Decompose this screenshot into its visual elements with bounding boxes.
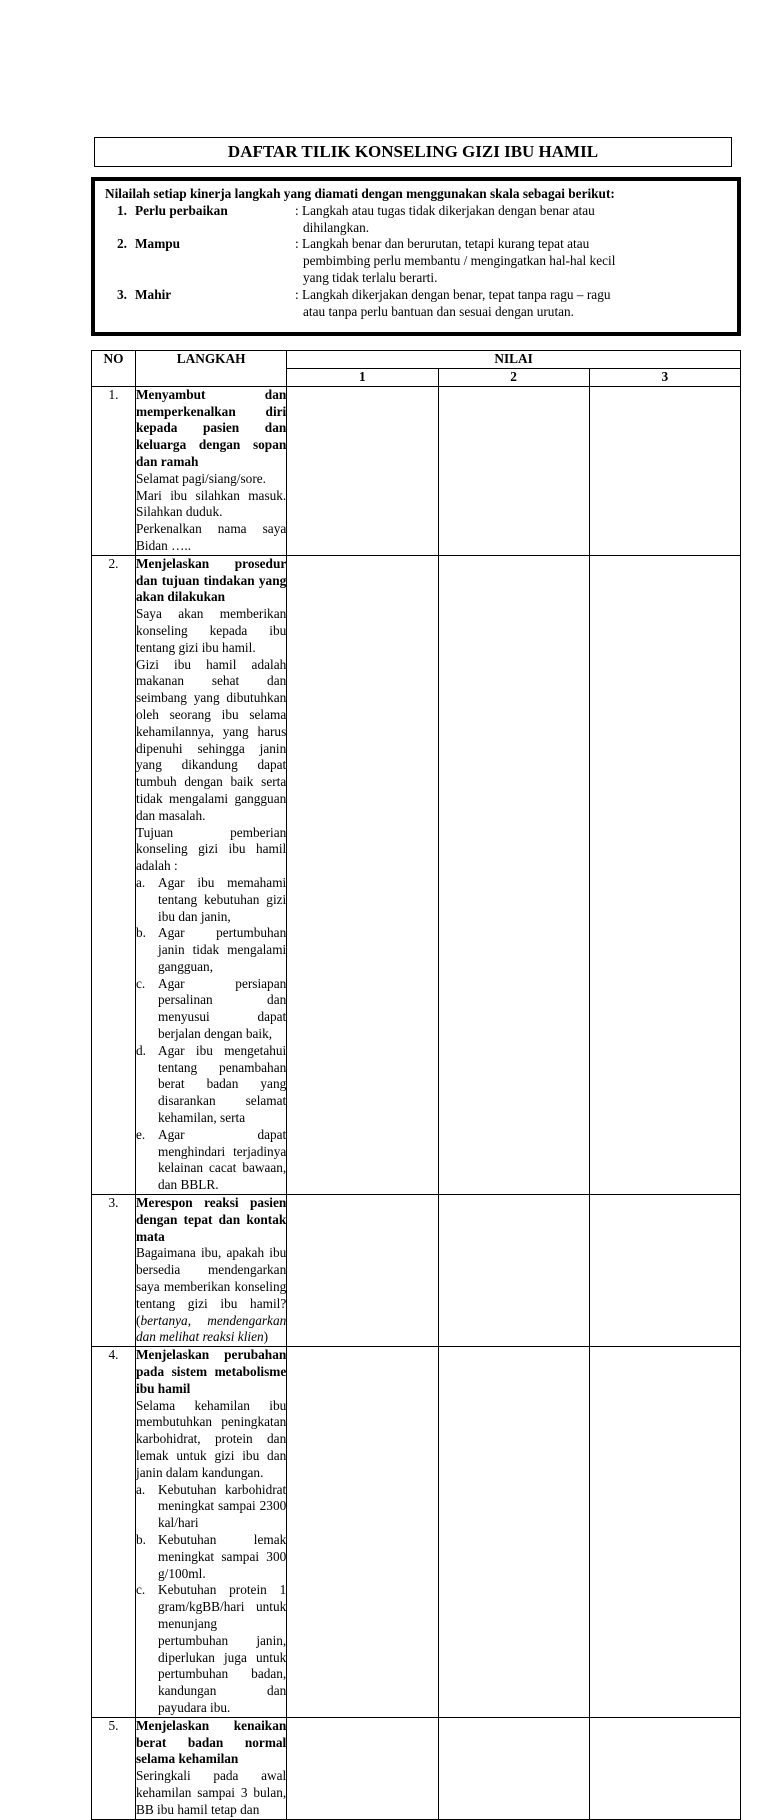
scale-desc-line: yang tidak terlalu berarti. xyxy=(303,269,438,285)
list-item-label: a. xyxy=(136,874,146,890)
row-step xyxy=(136,386,287,555)
scale-item xyxy=(105,203,729,237)
list-item-text: Agar ibu mengetahui tentang penambahan berat badan yang disarankan selamat kehamilan, serta xyxy=(158,1042,287,1126)
scale-desc-line: atau tanpa perlu bantuan dan sesuai dengan urutan. xyxy=(303,303,575,319)
scale-item-desc xyxy=(295,203,675,237)
scale-item-desc xyxy=(295,236,675,286)
score-cell-3[interactable] xyxy=(589,1347,740,1718)
step-title: Menjelaskan prosedur dan tujuan tindakan yang akan dilakukan xyxy=(136,555,287,605)
list-item xyxy=(136,1127,286,1194)
list-item-label: e. xyxy=(136,1126,146,1142)
list-item-label: b. xyxy=(136,925,146,941)
list-item xyxy=(136,1532,286,1582)
step-text: Selamat pagi/siang/sore. xyxy=(136,470,266,486)
row-step xyxy=(136,1717,287,1819)
step-text: Seringkali pada awal kehamilan sampai 3 bulan, BB ibu hamil tetap dan xyxy=(136,1768,287,1817)
column-header-no: NO xyxy=(92,351,136,387)
scale-desc-line: : Langkah atau tugas tidak dikerjakan dengan benar atau xyxy=(295,202,595,218)
step-text: Perkenalkan nama saya Bidan ….. xyxy=(136,521,287,553)
score-column-2: 2 xyxy=(438,369,589,387)
list-item-text: Kebutuhan lemak meningkat sampai 300 g/100ml. xyxy=(158,1531,287,1581)
step-title: Menjelaskan kenaikan berat badan normal selama kehamilan xyxy=(136,1717,287,1767)
scale-item xyxy=(105,287,729,321)
score-column-1: 1 xyxy=(287,369,438,387)
scale-item-number: 1. xyxy=(117,202,127,218)
step-text-part: Bagaimana ibu, apakah ibu bersedia mendengarkan saya memberikan konseling tentang gizi ibu hamil? ( xyxy=(136,1245,287,1328)
score-column-3: 3 xyxy=(589,369,740,387)
table-row xyxy=(92,1347,741,1718)
list-item-text: Agar dapat menghindari terjadinya kelainan cacat bawaan, dan BBLR. xyxy=(158,1126,287,1193)
list-item-text: Kebutuhan karbohidrat meningkat sampai 2300 kal/hari xyxy=(158,1481,287,1531)
score-cell-2[interactable] xyxy=(438,1347,589,1718)
scale-item xyxy=(105,236,729,286)
table-header-row xyxy=(92,351,741,369)
step-title: Menjelaskan perubahan pada sistem metabolisme ibu hamil xyxy=(136,1347,287,1396)
list-item-label: d. xyxy=(136,1042,146,1058)
step-text xyxy=(136,1245,286,1346)
list-item-label: c. xyxy=(136,1582,146,1598)
rating-scale-box xyxy=(91,177,741,336)
step-text: Gizi ibu hamil adalah makanan sehat dan seimbang yang dibutuhkan oleh seorang ibu selama kehamilannya, yang harus dipenuhi sehingga janin yang dikandung dapat tumbuh dengan baik serta tidak mengalami gangguan dan masalah. xyxy=(136,656,287,823)
scale-item-label: Mampu xyxy=(135,236,181,252)
step-text: Tujuan pemberian konseling gizi ibu hamil adalah : xyxy=(136,824,287,874)
score-cell-3[interactable] xyxy=(589,1717,740,1819)
row-number: 5. xyxy=(92,1717,136,1819)
checklist-table xyxy=(91,350,741,1820)
step-text: Saya akan memberikan konseling kepada ibu tentang gizi ibu hamil. xyxy=(136,606,287,655)
score-cell-3[interactable] xyxy=(589,1195,740,1347)
scale-desc-line: pembimbing perlu membantu / mengingatkan hal-hal kecil xyxy=(303,253,616,269)
list-item xyxy=(136,875,286,925)
row-step xyxy=(136,555,287,1194)
row-step xyxy=(136,1195,287,1347)
scale-desc-line: : Langkah dikerjakan dengan benar, tepat tanpa ragu – ragu xyxy=(295,286,611,302)
score-cell-3[interactable] xyxy=(589,386,740,555)
column-header-nilai: NILAI xyxy=(287,351,741,369)
scale-item-desc xyxy=(295,287,675,321)
score-cell-3[interactable] xyxy=(589,555,740,1194)
list-item-text: Kebutuhan protein 1 gram/kgBB/hari untuk menunjang pertumbuhan janin, diperlukan juga untuk pertumbuhan badan, kandungan dan payudara ibu. xyxy=(158,1582,287,1715)
scale-item-label: Perlu perbaikan xyxy=(135,202,228,218)
list-item xyxy=(136,925,286,975)
scale-intro: Nilailah setiap kinerja langkah yang diamati dengan menggunakan skala sebagai berikut: xyxy=(105,186,615,201)
list-item xyxy=(136,1582,286,1716)
row-number: 2. xyxy=(92,555,136,1194)
list-item xyxy=(136,1482,286,1532)
list-item xyxy=(136,976,286,1043)
table-row xyxy=(92,386,741,555)
scale-desc-line: dihilangkan. xyxy=(303,219,370,235)
score-cell-1[interactable] xyxy=(287,386,438,555)
scale-item-number: 2. xyxy=(117,236,127,252)
score-cell-2[interactable] xyxy=(438,386,589,555)
list-item-label: a. xyxy=(136,1481,146,1497)
list-item-text: Agar persiapan persalinan dan menyusui dapat berjalan dengan baik, xyxy=(158,975,287,1042)
score-cell-2[interactable] xyxy=(438,1195,589,1347)
score-cell-1[interactable] xyxy=(287,555,438,1194)
page-title: DAFTAR TILIK KONSELING GIZI IBU HAMIL xyxy=(94,137,732,167)
row-number: 3. xyxy=(92,1195,136,1347)
row-step xyxy=(136,1347,287,1718)
step-text-part: ) xyxy=(263,1329,269,1345)
table-row xyxy=(92,1717,741,1819)
step-text: Selama kehamilan ibu membutuhkan peningkatan karbohidrat, protein dan lemak untuk gizi ibu dan janin dalam kandungan. xyxy=(136,1397,287,1480)
list-item-text: Agar ibu memahami tentang kebutuhan gizi ibu dan janin, xyxy=(158,874,287,924)
score-cell-1[interactable] xyxy=(287,1347,438,1718)
score-cell-1[interactable] xyxy=(287,1195,438,1347)
score-cell-2[interactable] xyxy=(438,1717,589,1819)
table-row xyxy=(92,555,741,1194)
row-number: 4. xyxy=(92,1347,136,1718)
column-header-langkah: LANGKAH xyxy=(136,351,287,387)
list-item-label: c. xyxy=(136,975,146,991)
step-title: Merespon reaksi pasien dengan tepat dan kontak mata xyxy=(136,1195,287,1244)
step-text-italic: bertanya, mendengarkan dan melihat reaksi klien xyxy=(136,1312,287,1345)
row-number: 1. xyxy=(92,386,136,555)
list-item-text: Agar pertumbuhan janin tidak mengalami gangguan, xyxy=(158,925,287,974)
step-text: Mari ibu silahkan masuk. Silahkan duduk. xyxy=(136,487,287,520)
score-cell-2[interactable] xyxy=(438,555,589,1194)
score-cell-1[interactable] xyxy=(287,1717,438,1819)
scale-item-label: Mahir xyxy=(135,286,172,302)
table-row xyxy=(92,1195,741,1347)
scale-item-number: 3. xyxy=(117,286,127,302)
step-title: Menyambut dan memperkenalkan diri kepada pasien dan keluarga dengan sopan dan ramah xyxy=(136,386,287,469)
list-item xyxy=(136,1043,286,1127)
list-item-label: b. xyxy=(136,1531,146,1547)
scale-desc-line: : Langkah benar dan berurutan, tetapi kurang tepat atau xyxy=(295,236,590,252)
